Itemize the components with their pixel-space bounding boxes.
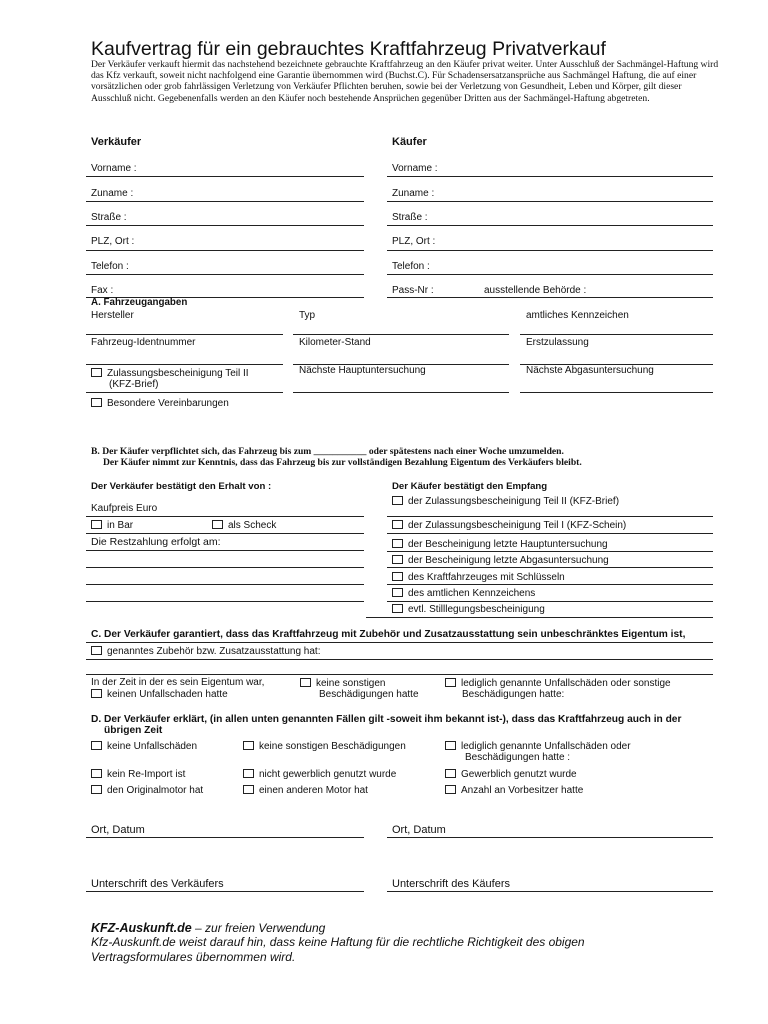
- d-orig-motor-option[interactable]: [91, 785, 203, 796]
- buyer-telefon-label: Telefon :: [392, 261, 430, 272]
- no-damage-option[interactable]: [300, 678, 419, 700]
- footer-note: Kfz-Auskunft.de weist darauf hin, dass keine Haftung für die rechtliche Richtigkeit des obigen Vertragsformulares übernommen wird.: [91, 935, 585, 964]
- buyer-plz-label: PLZ, Ort :: [392, 236, 436, 247]
- seller-fax-label: Fax :: [91, 285, 114, 296]
- km-label: Kilometer-Stand: [299, 337, 371, 348]
- buyer-confirms-heading: Der Käufer bestätigt den Empfang: [392, 481, 548, 492]
- kennzeichen-field[interactable]: [520, 334, 713, 335]
- d-no-reimport-checkbox[interactable]: [91, 769, 102, 778]
- cheque-option[interactable]: [212, 520, 276, 531]
- accessories-option[interactable]: [91, 646, 320, 657]
- received-divider-6: [387, 601, 713, 602]
- remainder-field[interactable]: [86, 550, 364, 551]
- d-other-motor-checkbox[interactable]: [243, 785, 254, 794]
- accessories-field[interactable]: [86, 659, 713, 660]
- kennzeichen-label: amtliches Kennzeichen: [526, 310, 629, 321]
- period-label: In der Zeit in der es sein Eigentum war,: [91, 677, 265, 688]
- section-d-heading-2: übrigen Zeit: [104, 725, 163, 736]
- received-divider-5: [387, 584, 713, 585]
- d-not-commercial-label: nicht gewerblich genutzt wurde: [259, 769, 397, 780]
- buyer-strasse-label: Straße :: [392, 212, 428, 223]
- no-damage-label: keine sonstigen: [316, 678, 386, 689]
- seller-place-date-label: Ort, Datum: [91, 824, 145, 836]
- seller-signature-field[interactable]: [86, 891, 364, 892]
- received-item-au[interactable]: [392, 555, 609, 566]
- received-hu-checkbox[interactable]: [392, 539, 403, 548]
- no-accident-option[interactable]: [91, 689, 228, 700]
- d-only-listed-checkbox[interactable]: [445, 741, 456, 750]
- received-divider-7: [366, 617, 713, 618]
- d-other-motor-label: einen anderen Motor hat: [259, 785, 368, 796]
- d-not-commercial-option[interactable]: [243, 769, 396, 780]
- d-prev-owners-option[interactable]: [445, 785, 583, 796]
- cash-label: in Bar: [107, 520, 134, 531]
- received-divider-4: [387, 567, 713, 568]
- no-accident-checkbox[interactable]: [91, 689, 102, 698]
- ident-label: Fahrzeug-Identnummer: [91, 337, 196, 348]
- zb2-checkbox[interactable]: [91, 368, 102, 377]
- d-no-accidents-checkbox[interactable]: [91, 741, 102, 750]
- d-no-reimport-label: kein Re-Import ist: [107, 769, 186, 780]
- no-accident-label: keinen Unfallschaden hatte: [107, 689, 228, 700]
- intro-text: Der Verkäufer verkauft hiermit das nachstehend bezeichnete gebrauchte Kraftfahrzeug an den Käufer privat weiter. Unter Ausschluß der Sachmängel-Haftung wird das Kfz verkauft, soweit nicht nachfolgend eine Garantie übernommen wird (Buchst.C). Für Schadensersatzansprüche aus Sachmängel Haftung, die auf einer vorsätzlichen oder grob fahrlässigen Verletzung von Verkäufer Pflichten beruhen, sowie bei der Verletzung von Gesundheit, Leben und Körper, gilt dieser Ausschluß nicht. Gegebenenfalls werden an den Käufer noch bestehende Ansprüchen gegenüber Dritten aus der Sachmängel-Haftung abgetreten.: [91, 59, 719, 104]
- received-au-checkbox[interactable]: [392, 555, 403, 564]
- received-item-stilllegung[interactable]: [392, 604, 545, 615]
- d-no-accidents-label: keine Unfallschäden: [107, 741, 198, 752]
- special-checkbox[interactable]: [91, 398, 102, 407]
- received-divider-1: [387, 516, 713, 517]
- buyer-zuname-label: Zuname :: [392, 188, 435, 199]
- d-commercial-option[interactable]: [445, 769, 577, 780]
- received-au-label: der Bescheinigung letzte Abgasuntersuchung: [408, 555, 609, 566]
- footer-brand: KFZ-Auskunft.de: [91, 921, 192, 935]
- zb2-sub-label: (KFZ-Brief): [109, 379, 159, 390]
- buyer-zuname-field[interactable]: [387, 201, 713, 202]
- buyer-place-date-label: Ort, Datum: [392, 824, 446, 836]
- d-only-listed-option[interactable]: [445, 741, 631, 763]
- seller-telefon-field[interactable]: [86, 274, 364, 275]
- typ-field[interactable]: [293, 334, 509, 335]
- d-not-commercial-checkbox[interactable]: [243, 769, 254, 778]
- cheque-checkbox[interactable]: [212, 520, 223, 529]
- footer-tagline: – zur freien Verwendung: [191, 921, 326, 935]
- erstzulassung-label: Erstzulassung: [526, 337, 589, 348]
- only-listed-sub-label: Beschädigungen hatte:: [462, 689, 565, 700]
- buyer-vorname-field[interactable]: [387, 176, 713, 177]
- seller-place-date-field[interactable]: [86, 837, 364, 838]
- au-label: Nächste Abgasuntersuchung: [526, 365, 654, 376]
- hersteller-field[interactable]: [86, 334, 283, 335]
- received-zb2-label: der Zulassungsbescheinigung Teil II (KFZ-Brief): [408, 496, 620, 507]
- remainder-line-2[interactable]: [86, 567, 364, 568]
- special-option[interactable]: [91, 398, 229, 409]
- buyer-pass-field[interactable]: [387, 297, 713, 298]
- no-damage-checkbox[interactable]: [300, 678, 311, 687]
- cash-option[interactable]: [91, 520, 133, 531]
- seller-plz-field[interactable]: [86, 250, 364, 251]
- received-item-keys[interactable]: [392, 572, 565, 583]
- hu-label: Nächste Hauptuntersuchung: [299, 365, 426, 376]
- d-orig-motor-checkbox[interactable]: [91, 785, 102, 794]
- buyer-vorname-label: Vorname :: [392, 163, 438, 174]
- d-commercial-checkbox[interactable]: [445, 769, 456, 778]
- received-plates-label: des amtlichen Kennzeichens: [408, 588, 536, 599]
- only-listed-option[interactable]: [445, 678, 671, 700]
- received-zb2-checkbox[interactable]: [392, 496, 403, 505]
- price-label: Kaufpreis Euro: [91, 503, 158, 514]
- price-field[interactable]: [86, 516, 364, 517]
- remainder-label: Die Restzahlung erfolgt am:: [91, 536, 221, 548]
- received-item-hu[interactable]: [392, 539, 608, 550]
- received-stilllegung-label: evtl. Stilllegungsbescheinigung: [408, 604, 545, 615]
- only-listed-checkbox[interactable]: [445, 678, 456, 687]
- seller-vorname-field[interactable]: [86, 176, 364, 177]
- seller-signature-label: Unterschrift des Verkäufers: [91, 878, 224, 890]
- d-orig-motor-label: den Originalmotor hat: [107, 785, 204, 796]
- seller-zuname-field[interactable]: [86, 201, 364, 202]
- d-only-listed-label: lediglich genannte Unfallschäden oder: [461, 741, 631, 752]
- au-field[interactable]: [520, 392, 713, 393]
- zb2-option[interactable]: [91, 368, 281, 390]
- received-zb1-label: der Zulassungsbescheinigung Teil I (KFZ-Schein): [408, 520, 627, 531]
- d-only-listed-sub-label: Beschädigungen hatte :: [465, 752, 571, 763]
- seller-heading: Verkäufer: [91, 136, 142, 148]
- payment-method-line: [86, 533, 364, 534]
- d-prev-owners-label: Anzahl an Vorbesitzer hatte: [461, 785, 584, 796]
- no-damage-sub-label: Beschädigungen hatte: [319, 689, 419, 700]
- d-no-other-checkbox[interactable]: [243, 741, 254, 750]
- received-keys-label: des Kraftfahrzeuges mit Schlüsseln: [408, 572, 565, 583]
- accessories-line-2[interactable]: [86, 674, 713, 675]
- page-title: Kaufvertrag für ein gebrauchtes Kraftfahrzeug Privatverkauf: [91, 38, 606, 60]
- buyer-signature-field[interactable]: [387, 891, 713, 892]
- seller-strasse-label: Straße :: [91, 212, 127, 223]
- typ-label: Typ: [299, 310, 316, 321]
- zb2-label: Zulassungsbescheinigung Teil II: [107, 368, 249, 379]
- received-item-zb1[interactable]: [392, 520, 626, 531]
- remainder-line-3[interactable]: [86, 584, 364, 585]
- section-b-line1: B. Der Käufer verpflichtet sich, das Fahrzeug bis zum ___________ oder spätestens nach einer Woche umzumelden.: [91, 446, 564, 457]
- remainder-line-4[interactable]: [86, 601, 364, 602]
- ident-field[interactable]: [86, 364, 283, 365]
- seller-vorname-label: Vorname :: [91, 163, 137, 174]
- accessories-label: genanntes Zubehör bzw. Zusatzausstattung hat:: [107, 646, 321, 657]
- hu-field[interactable]: [293, 392, 509, 393]
- d-no-reimport-option[interactable]: [91, 769, 185, 780]
- buyer-strasse-field[interactable]: [387, 225, 713, 226]
- d-other-motor-option[interactable]: [243, 785, 368, 796]
- section-d-heading: D. Der Verkäufer erklärt, (in allen unten genannten Fällen gilt -soweit ihm bekannt ist-), dass das Kraftfahrzeug auch in der: [91, 714, 682, 725]
- cheque-label: als Scheck: [228, 520, 277, 531]
- seller-telefon-label: Telefon :: [91, 261, 129, 272]
- buyer-telefon-field[interactable]: [387, 274, 713, 275]
- special-label: Besondere Vereinbarungen: [107, 398, 229, 409]
- seller-confirms-heading: Der Verkäufer bestätigt den Erhalt von :: [91, 481, 272, 492]
- seller-plz-label: PLZ, Ort :: [91, 236, 135, 247]
- d-commercial-label: Gewerblich genutzt wurde: [461, 769, 577, 780]
- buyer-place-date-field[interactable]: [387, 837, 713, 838]
- received-item-plates[interactable]: [392, 588, 535, 599]
- seller-strasse-field[interactable]: [86, 225, 364, 226]
- cash-checkbox[interactable]: [91, 520, 102, 529]
- received-hu-label: der Bescheinigung letzte Hauptuntersuchung: [408, 539, 608, 550]
- buyer-plz-field[interactable]: [387, 250, 713, 251]
- d-no-other-label: keine sonstigen Beschädigungen: [259, 741, 406, 752]
- received-plates-checkbox[interactable]: [392, 588, 403, 597]
- section-c-divider: [86, 642, 713, 643]
- accessories-checkbox[interactable]: [91, 646, 102, 655]
- seller-zuname-label: Zuname :: [91, 188, 134, 199]
- zb2-field[interactable]: [86, 392, 283, 393]
- received-zb1-checkbox[interactable]: [392, 520, 403, 529]
- buyer-authority-label: ausstellende Behörde :: [484, 285, 587, 296]
- only-listed-label: lediglich genannte Unfallschäden oder sonstige: [461, 678, 671, 689]
- received-divider-2: [387, 533, 713, 534]
- section-a-heading: A. Fahrzeugangaben: [91, 297, 188, 308]
- received-item-zb2[interactable]: [392, 496, 619, 507]
- buyer-pass-label: Pass-Nr :: [392, 285, 434, 296]
- received-stilllegung-checkbox[interactable]: [392, 604, 403, 613]
- d-no-other-option[interactable]: [243, 741, 406, 752]
- buyer-signature-label: Unterschrift des Käufers: [392, 878, 510, 890]
- received-divider-3: [387, 551, 713, 552]
- section-c-heading: C. Der Verkäufer garantiert, dass das Kraftfahrzeug mit Zubehör und Zusatzausstattung sein unbeschränktes Eigentum ist,: [91, 629, 686, 640]
- section-b-line2: Der Käufer nimmt zur Kenntnis, dass das Fahrzeug bis zur vollständigen Bezahlung Eigentum des Verkäufers bleibt.: [103, 457, 582, 468]
- buyer-heading: Käufer: [392, 136, 427, 148]
- received-keys-checkbox[interactable]: [392, 572, 403, 581]
- d-prev-owners-checkbox[interactable]: [445, 785, 456, 794]
- d-no-accidents-option[interactable]: [91, 741, 197, 752]
- hersteller-label: Hersteller: [91, 310, 134, 321]
